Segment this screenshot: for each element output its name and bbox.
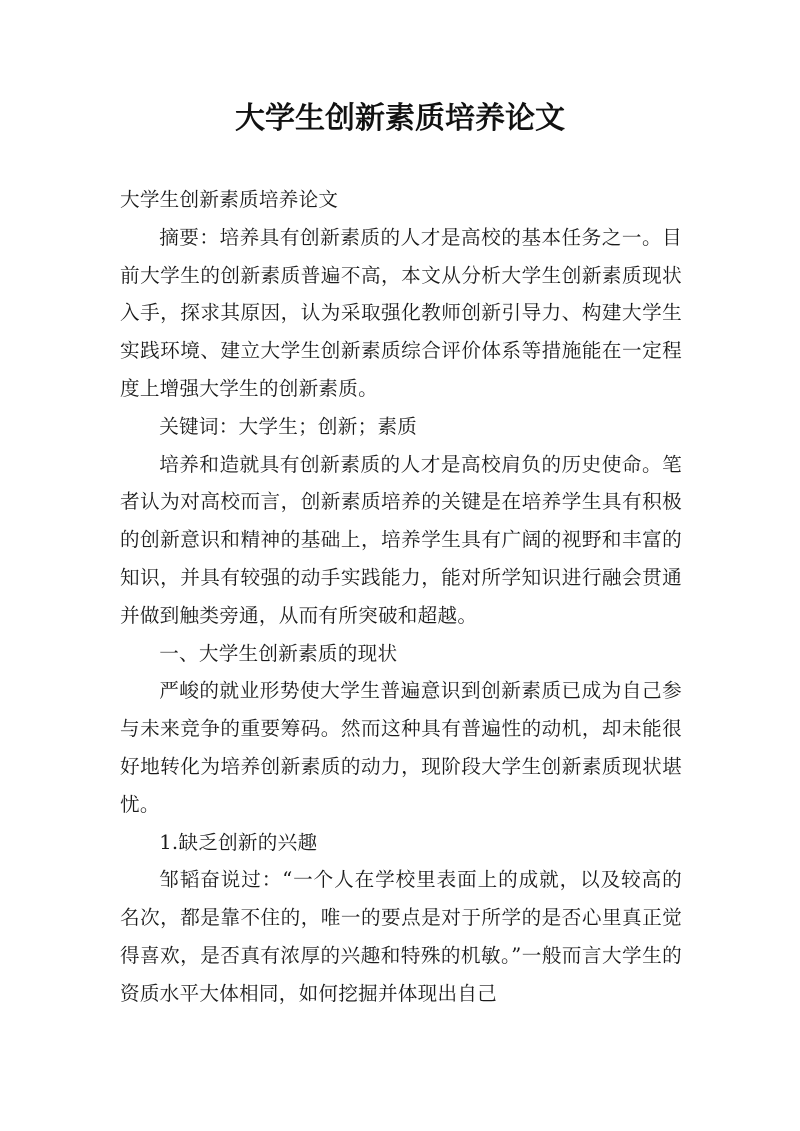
keywords-line: 关键词：大学生；创新；素质: [159, 414, 418, 438]
abstract-paragraph: 摘要：培养具有创新素质的人才是高校的基本任务之一。目前大学生的创新素质普遍不高，本文从分析大学生创新素质现状入手，探求其原因，认为采取强化教师创新引导力、构建大学生实践环境、建立大学生创新素质综合评价体系等措施能在一定程度上增强大学生的创新素质。: [120, 225, 682, 400]
subsection-heading: 1.缺乏创新的兴趣: [159, 830, 318, 854]
document-title: 大学生创新素质培养论文: [235, 101, 565, 136]
subsection-paragraph: 邹韬奋说过：“一个人在学校里表面上的成就，以及较高的名次，都是靠不住的，唯一的要点是对于所学的是否心里真正觉得喜欢，是否真有浓厚的兴趣和特殊的机敏。”一般而言大学生的资质水平大体相同，如何挖掘并体现出自己: [120, 868, 682, 1005]
section-heading: 一、大学生创新素质的现状: [159, 641, 398, 665]
intro-paragraph: 培养和造就具有创新素质的人才是高校肩负的历史使命。笔者认为对高校而言，创新素质培养的关键是在培养学生具有积极的创新意识和精神的基础上，培养学生具有广阔的视野和丰富的知识，并具有较强的动手实践能力，能对所学知识进行融会贯通并做到触类旁通，从而有所突破和超越。: [120, 452, 682, 627]
document-subtitle: 大学生创新素质培养论文: [120, 188, 339, 211]
document-body: [120, 181, 682, 1013]
section-paragraph: 严峻的就业形势使大学生普遍意识到创新素质已成为自己参与未来竞争的重要筹码。然而这种具有普遍性的动机，却未能很好地转化为培养创新素质的动力，现阶段大学生创新素质现状堪忧。: [120, 679, 682, 816]
